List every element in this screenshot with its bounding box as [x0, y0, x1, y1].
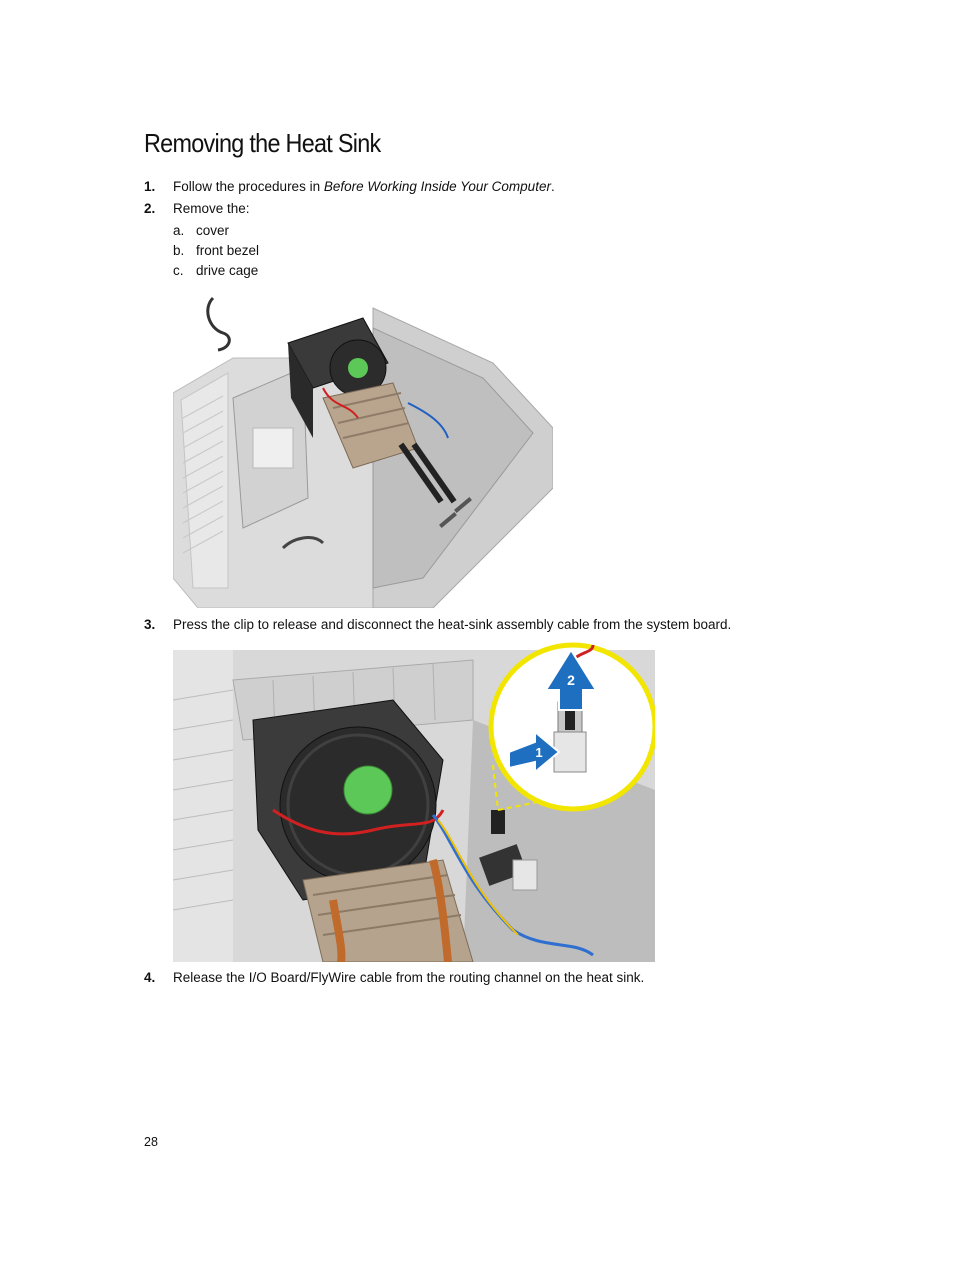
heat-sink-cable-photo — [173, 640, 655, 962]
step-link-text: Before Working Inside Your Computer — [323, 179, 551, 194]
substep-letter: a. — [173, 223, 185, 238]
substep-letter: b. — [173, 243, 185, 258]
arrow-2-label: 2 — [567, 672, 575, 688]
arrow-1-label: 1 — [535, 745, 543, 760]
step-text: Press the clip to release and disconnect the heat-sink assembly cable from the system board. — [173, 617, 732, 632]
substep-text: drive cage — [196, 263, 259, 278]
page-title: Removing the Heat Sink — [144, 128, 381, 158]
step-text: Release the I/O Board/FlyWire cable from the routing channel on the heat sink. — [173, 970, 645, 985]
step-4 — [144, 969, 644, 987]
substep-text: front bezel — [196, 243, 260, 258]
substep-b — [173, 242, 259, 260]
step-3 — [144, 616, 731, 634]
substep-a — [173, 222, 229, 240]
step-1 — [144, 178, 555, 196]
step-text-end: . — [550, 179, 555, 194]
substep-letter: c. — [173, 263, 184, 278]
step-number: 3. — [144, 617, 156, 632]
step-number: 1. — [144, 179, 156, 194]
substep-c — [173, 262, 258, 280]
page-number: 28 — [144, 1135, 158, 1149]
step-text: Follow the procedures in — [173, 179, 324, 194]
substep-text: cover — [196, 223, 230, 238]
step-number: 2. — [144, 201, 156, 216]
step-text: Remove the: — [173, 201, 250, 216]
step-2 — [144, 200, 250, 218]
step-number: 4. — [144, 970, 156, 985]
chassis-photo — [173, 288, 553, 608]
